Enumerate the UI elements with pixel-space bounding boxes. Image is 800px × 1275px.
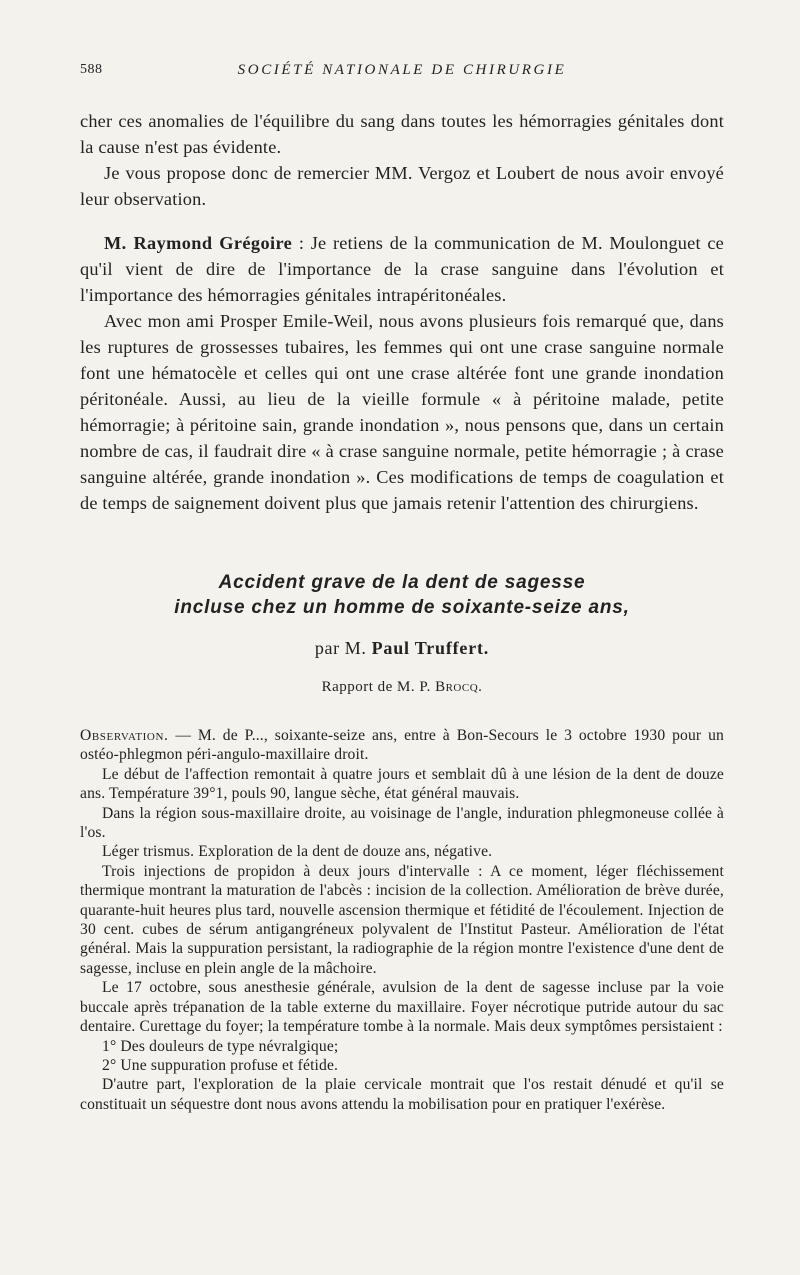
previous-report-paragraph-2: Je vous propose donc de remercier MM. Vergoz et Loubert de nous avoir envoyé leur observation. <box>80 163 724 209</box>
observation-paragraph-6: Le 17 octobre, sous anesthesie générale, avulsion de la dent de sagesse incluse par la voie buccale après trépanation de la table externe du maxillaire. Foyer nécrotique putride autour du sac dentaire. Curettage du foyer; la température tombe à la normale. Mais deux symptômes persistaient : <box>80 979 724 1036</box>
report-line <box>80 679 724 696</box>
article-byline <box>80 638 724 659</box>
page-number: 588 <box>80 62 103 77</box>
observation-paragraph-3: Dans la région sous-maxillaire droite, au voisinage de l'angle, induration phlegmoneuse collée à l'os. <box>80 804 724 842</box>
observation-paragraph-9: D'autre part, l'exploration de la plaie cervicale montrait que l'os restait dénudé et qu'il se constituait un séquestre dont nous avons attendu la mobilisation pour en pratiquer l'exérèse. <box>80 1076 724 1113</box>
discussion-paragraph-1-text: : Je retiens de la communication de M. Moulonguet ce qu'il vient de dire de l'importance de la crase sanguine dans l'évolution et l'importance des hémorragies génitales intrapéritonéales. <box>80 233 724 305</box>
article-title-block <box>80 570 724 696</box>
discussion-paragraph-1 <box>80 230 724 308</box>
observation-paragraph-5: Trois injections de propidon à deux jours d'intervalle : A ce moment, léger fléchissement thermique montrant la maturation de l'abcès : incision de la collection. Amélioration de brève durée, quarante-huit heures plus tard, nouvelle ascension thermique et fétidité de l'écoulement. Injection de 30 cent. cubes de sérum antigangréneux polyvalent de l'Institut Pasteur. Amélioration de l'état général. Mais la suppuration persistant, la radiographie de la région montre l'existence d'une dent de sagesse, incluse en plein angle de la mâchoire. <box>80 862 724 977</box>
running-header <box>80 62 724 88</box>
previous-report-paragraph-1: cher ces anomalies de l'équilibre du sang dans toutes les hémorragies génitales dont la cause n'est pas évidente. <box>80 111 724 157</box>
observation-label: Observation. <box>80 727 169 744</box>
observation-paragraph-1 <box>80 726 724 765</box>
speaker-name: M. Raymond Grégoire <box>104 233 293 253</box>
article-title-line-1: Accident grave de la dent de sagesse <box>218 572 586 593</box>
observation-paragraph-2: Le début de l'affection remontait à quatre jours et semblait dû à une lésion de la dent de douze ans. Température 39°1, pouls 90, langue sèche, état général mauvais. <box>80 765 724 803</box>
observation-section <box>80 726 724 1114</box>
observation-paragraph-4: Léger trismus. Exploration de la dent de douze ans, négative. <box>102 843 493 861</box>
report-prefix: Rapport de M. P. <box>321 679 436 695</box>
observation-list-item-1: 1° Des douleurs de type névralgique; <box>102 1037 339 1055</box>
byline-prefix: par M. <box>314 638 372 658</box>
observation-paragraph-1-text: — M. de P..., soixante-seize ans, entre à Bon-Secours le 3 octobre 1930 pour un ostéo-phlegmon péri-angulo-maxillaire droit. <box>80 727 724 764</box>
reporter-name: Brocq. <box>435 679 483 695</box>
discussion-paragraph-2: Avec mon ami Prosper Emile-Weil, nous avons plusieurs fois remarqué que, dans les ruptures de grossesses tubaires, les femmes qui ont une crase sanguine normale font une hématocèle et celles qui ont une crase altérée font une grande inondation péritonéale. Aussi, au lieu de la vieille formule « à péritoine malade, petite hémorragie; à péritoine sain, grande inondation », nous pensons que, dans un certain nombre de cas, il faudrait dire « à crase sanguine normale, petite hémorragie ; à crase sanguine altérée, grande inondation ». Ces modifications de temps de coagulation et de temps de saignement doivent plus que jamais retenir l'attention des chirurgiens. <box>80 311 724 513</box>
journal-title: SOCIÉTÉ NATIONALE DE CHIRURGIE <box>237 62 567 78</box>
article-title-line-2: incluse chez un homme de soixante-seize ans, <box>174 597 630 618</box>
article-author: Paul Truffert. <box>371 638 490 658</box>
observation-list-item-2: 2° Une suppuration profuse et fétide. <box>102 1056 339 1074</box>
